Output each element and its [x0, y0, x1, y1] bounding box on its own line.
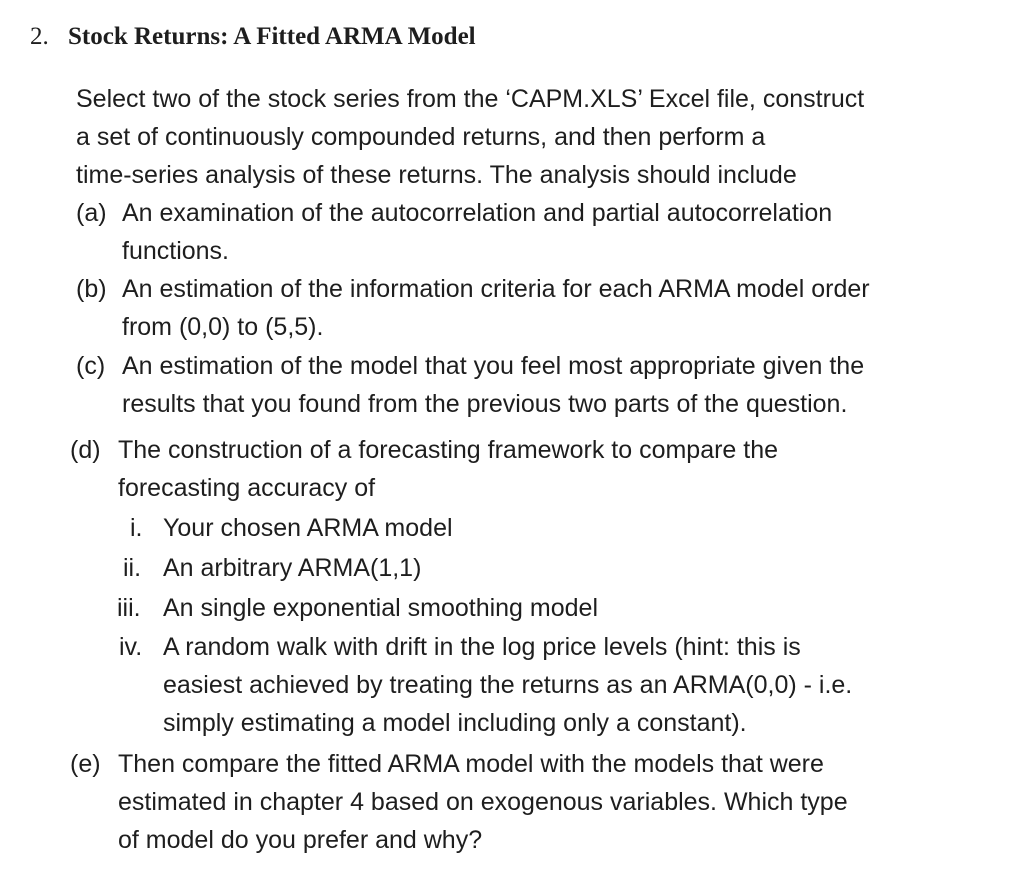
list-marker: (c) [76, 352, 106, 380]
sub-item-line: An arbitrary ARMA(1,1) [163, 554, 422, 582]
sub-item-iii [117, 589, 598, 627]
sub-list-marker: iv. [119, 633, 143, 661]
sub-item-text [163, 509, 453, 547]
section-title: Stock Returns: A Fitted ARMA Model [68, 23, 476, 50]
sub-list-marker: iii. [117, 594, 141, 622]
list-item-line: An estimation of the model that you feel most appropriate given the [122, 352, 865, 380]
section-number: 2. [30, 23, 49, 50]
sub-item-i [130, 509, 453, 547]
list-marker: (d) [70, 436, 101, 464]
list-item-line: forecasting accuracy of [118, 474, 376, 502]
sub-list-marker: ii. [123, 554, 142, 582]
sub-item-line: An single exponential smoothing model [163, 594, 598, 622]
list-marker: (e) [70, 750, 101, 778]
list-item-line: Then compare the fitted ARMA model with the models that were [118, 750, 824, 778]
list-item-line: functions. [122, 237, 230, 265]
sub-list-marker: i. [130, 514, 143, 542]
section-heading [30, 21, 476, 53]
list-item-d [70, 431, 778, 507]
list-item-text [118, 431, 778, 507]
list-item-text [118, 745, 848, 859]
sub-item-line: easiest achieved by treating the returns as an ARMA(0,0) - i.e. [163, 671, 853, 699]
sub-item-line: Your chosen ARMA model [163, 514, 453, 542]
list-item-line: results that you found from the previous two parts of the question. [122, 390, 848, 418]
list-item-b [76, 270, 870, 346]
intro-paragraph [76, 80, 864, 194]
sub-item-text [163, 549, 421, 587]
list-item-line: An examination of the autocorrelation and partial autocorrelation [122, 199, 833, 227]
list-item-line: of model do you prefer and why? [118, 826, 483, 854]
intro-line: Select two of the stock series from the ‘CAPM.XLS’ Excel file, construct [76, 85, 865, 113]
intro-line: time-series analysis of these returns. The analysis should include [76, 161, 797, 189]
list-item-line: from (0,0) to (5,5). [122, 313, 324, 341]
sub-item-text [163, 628, 852, 742]
list-marker: (a) [76, 199, 107, 227]
list-item-a [76, 194, 832, 270]
list-item-c [76, 347, 864, 423]
list-item-e [70, 745, 848, 859]
list-item-line: An estimation of the information criteria for each ARMA model order [122, 275, 870, 303]
list-item-line: estimated in chapter 4 based on exogenous variables. Which type [118, 788, 848, 816]
sub-item-line: simply estimating a model including only a constant). [163, 709, 747, 737]
sub-item-text [163, 589, 598, 627]
list-item-text [122, 347, 864, 423]
list-marker: (b) [76, 275, 107, 303]
intro-line: a set of continuously compounded returns, and then perform a [76, 123, 766, 151]
list-item-line: The construction of a forecasting framework to compare the [118, 436, 779, 464]
sub-item-line: A random walk with drift in the log price levels (hint: this is [163, 633, 801, 661]
sub-item-ii [123, 549, 421, 587]
sub-item-iv [119, 628, 852, 742]
list-item-text [122, 194, 832, 270]
list-item-text [122, 270, 870, 346]
